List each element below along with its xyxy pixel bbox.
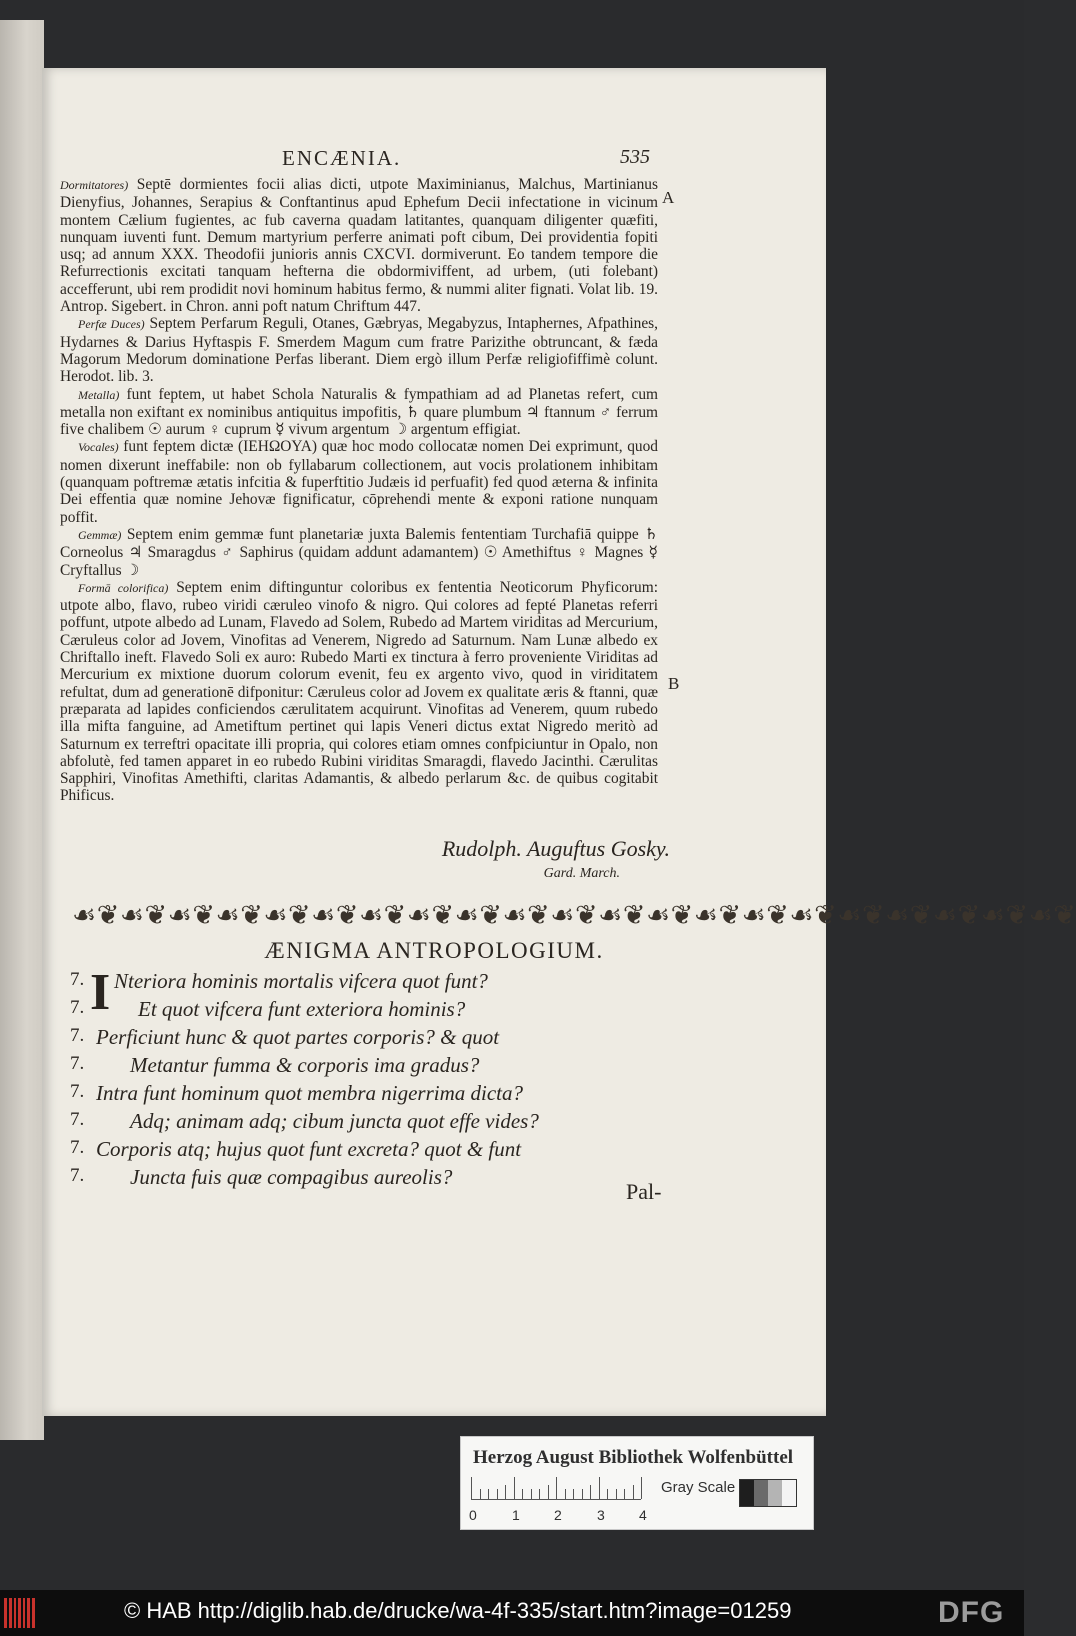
paragraph-dormitatores	[60, 176, 658, 315]
color-target-card	[460, 1436, 814, 1530]
paragraph-persae-duces	[60, 315, 658, 385]
verse-text: Nteriora hominis mortalis vifcera quot funt?	[114, 969, 488, 993]
verse-number: 7.	[70, 997, 85, 1018]
verse-number: 7.	[70, 969, 85, 990]
scale-number: 1	[512, 1507, 520, 1523]
verse-text: Metantur fumma & corporis ima gradus?	[130, 1053, 480, 1077]
gray-scale-label: Gray Scale	[661, 1479, 736, 1496]
verse-text: Et quot vifcera funt exteriora hominis?	[138, 997, 466, 1021]
verse-number: 7.	[70, 1137, 85, 1158]
verse-text: Corporis atq; hujus quot funt excreta? quot & funt	[96, 1137, 522, 1161]
verse-number: 7.	[70, 1025, 85, 1046]
paragraph-text: funt feptem dictæ (IEHΩOYA) quæ hoc modo collocatæ nomen Dei exprimunt, quod nomen dixerunt ineffabile: non ob fyllabarum collectionem, aut vocis prolationem inhibitam (quanquam poftremæ ætatis infcitia & fuperftitio Judæis id perfuafit) fed quod æterna & infinita Dei effentia quæ nomine Jehovæ fignificatur, cōprehendi mente & exponi ratione nunquam poffit.	[60, 438, 658, 526]
verse-text: Adq; animam adq; cibum juncta quot effe vides?	[130, 1109, 539, 1133]
footer-url-text[interactable]: © HAB http://diglib.hab.de/drucke/wa-4f-335/start.htm?image=01259	[124, 1598, 792, 1623]
paragraph-gemmae	[60, 526, 658, 579]
paragraph-text: Septem Perfarum Reguli, Otanes, Gæbryas, Megabyzus, Intaphernes, Afpathines, Hydarnes & Darius Hyftaspis F. Smerdem Magum cum fratre Parizithe obtruncant, & fæda Magorum Medorum dominatione Perfas liberant. Diem ergò illum Perfæ religiofiffimè colunt. Herodot. lib. 3.	[60, 315, 658, 386]
riddle-verses	[70, 964, 670, 1193]
verse-line	[70, 997, 670, 1025]
scale-number: 2	[554, 1507, 562, 1523]
verse-line	[70, 1081, 670, 1109]
paragraph-term: Dormitatores)	[60, 178, 129, 192]
verse-text: Perficiunt hunc & quot partes corporis? & quot	[96, 1025, 500, 1049]
verse-number: 7.	[70, 1053, 85, 1074]
poem-title: ÆNIGMA ANTROPOLOGIUM.	[264, 938, 604, 963]
page-header	[42, 146, 826, 172]
facing-page-edge	[0, 20, 44, 1440]
scale-number: 0	[469, 1507, 477, 1523]
paragraph-text: funt feptem, ut habet Schola Naturalis & fympathiam ad ad Planetas refert, cum metalla non exiftant ex nominibus antiquitus impofitis, ♄ quare plumbum ♃ ftannum ♂ ferrum five chalibem ☉ aurum ♀ cuprum ☿ vivum argentum ☽ argentum effigiat.	[60, 385, 658, 439]
running-head: ENCÆNIA.	[282, 146, 402, 170]
dfg-logo: DFG	[938, 1596, 1005, 1629]
paragraph-text: Septem enim diftinguntur coloribus ex fententia Neoticorum Phyficorum: utpote albo, flavo, rubeo viridi cæruleo vinofo & nigro. Qui colores ad fepté Planetas referri poffunt, utpote albedo ad Lunam, Flavedo ad Solem, Rubedo ad Martem viriditas ad Mercurium, Cæruleus color ad Jovem, Vinofitas ad Venerem, Nigredo ad Saturnum. Nam Lunæ albedo ex Chriftallo ineft. Flavedo Soli ex auro: Rubedo Marti ex tinctura à ferro proveniente Viriditas ad Mercurium ex mixtione duorum colorum evenit, feu ex argento vivo, quod in viriditatem refultat, dum ad generationē difponitur: Cæruleus color ad Jovem ex qualitate æris & ftanni, quæ præparata ad lapides conficiendos cærulitatem acquirunt. Vinofitas ad Venerem, quum rubedo illa mifta fanguine, ad Ametiftum pertinet qui lapis Veneri dictus extat Nigredo meritò ad Saturnum ex terreftri opacitate illi propria, qui colores etiam omnes confpiciuntur in Opalo, non abfolutè, fed tamen apparet in eo rubedo Rubini viriditas Smaragdi, flavedo Jacinthi. Cærulitas Sapphiri, Vinofitas Amethifti, claritas Adamantis, & albedo perlarum &c. de quibus cogitabit Phificus.	[60, 578, 658, 805]
fleuron-ornament-band: ☙❦☙❦☙❦☙❦☙❦☙❦☙❦☙❦☙❦☙❦☙❦☙❦☙❦☙❦☙❦☙❦☙❦☙❦☙❦☙❦☙❦	[72, 900, 1076, 930]
catchword: Pal-	[626, 1179, 662, 1204]
verse-text: Intra funt hominum quot membra nigerrima dicta?	[96, 1081, 523, 1105]
page-number: 535	[620, 146, 650, 168]
paragraph-term: Metalla)	[78, 387, 120, 402]
signature-place: Gard. March.	[543, 866, 620, 881]
margin-letter-b: B	[668, 674, 680, 693]
verse-line	[70, 1025, 670, 1053]
paragraph-term: Perfæ Duces)	[78, 317, 145, 332]
paragraph-term: Gemmæ)	[78, 527, 122, 542]
paragraph-term: Formā colorifica)	[78, 580, 169, 595]
commentary-text	[60, 176, 658, 805]
gray-scale-patch	[739, 1479, 797, 1507]
verse-line	[70, 1109, 670, 1137]
margin-letter-a: A	[662, 188, 675, 207]
paragraph-vocales	[60, 438, 658, 525]
scale-number: 3	[597, 1507, 605, 1523]
hab-barcode-icon	[4, 1598, 44, 1628]
verse-number: 7.	[70, 1081, 85, 1102]
scale-ruler	[471, 1477, 641, 1500]
book-page	[42, 68, 1076, 1416]
paragraph-text: Septē dormientes focii alias dicti, utpote Maximinianus, Malchus, Martinianus Dienyfius, Johannes, Serapius & Conftantinus apud Ephefum Decii infectatione in vicinum montem Cælium fugientes, ac fub caverna quadam latitantes, quanquam diligenter quæfiti, nunquam iuventi funt. Demum martyrium perferre animati poft cibum, Dei providentia fopiti usq; ad annum XXX. Theodofii junioris annis CXCVI. dormiverunt. Eo tandem tempore die Refurrectionis excitati tanquam hefterna die obdormiviffent, ad urbem, (uti folebant) accefferunt, ubi rem prodidit novi hominum habitus fermo, & nummi aliter fignati. Volat lib. 19. Antrop. Sigebert. in Chron. anni poft natum Chriftum 447.	[60, 176, 658, 316]
paragraph-term: Vocales)	[78, 440, 119, 455]
verse-number: 7.	[70, 1109, 85, 1130]
paragraph-metalla	[60, 386, 658, 439]
verse-text: Juncta fuis quæ compagibus aureolis?	[130, 1165, 453, 1189]
verse-line	[70, 1053, 670, 1081]
paragraph-colores	[60, 579, 658, 805]
verse-line	[70, 1165, 670, 1193]
signature-name: Rudolph. Auguftus Gosky.	[441, 836, 670, 861]
viewer-footer	[0, 1590, 1024, 1636]
scale-number: 4	[639, 1507, 647, 1523]
library-name: Herzog August Bibliothek Wolfenbüttel	[473, 1447, 794, 1468]
verse-number: 7.	[70, 1165, 85, 1186]
paragraph-text: Septem enim gemmæ funt planetariæ juxta Balemis fententiam Turchafiā quippe ♄ Corneolus ♃ Smaragdus ♂ Saphirus (quidam addunt adamantem) ☉ Amethiftus ♀ Magnes ☿ Cryftallus ☽	[60, 525, 658, 579]
drop-capital: I	[90, 964, 111, 1021]
verse-line	[70, 1137, 670, 1165]
